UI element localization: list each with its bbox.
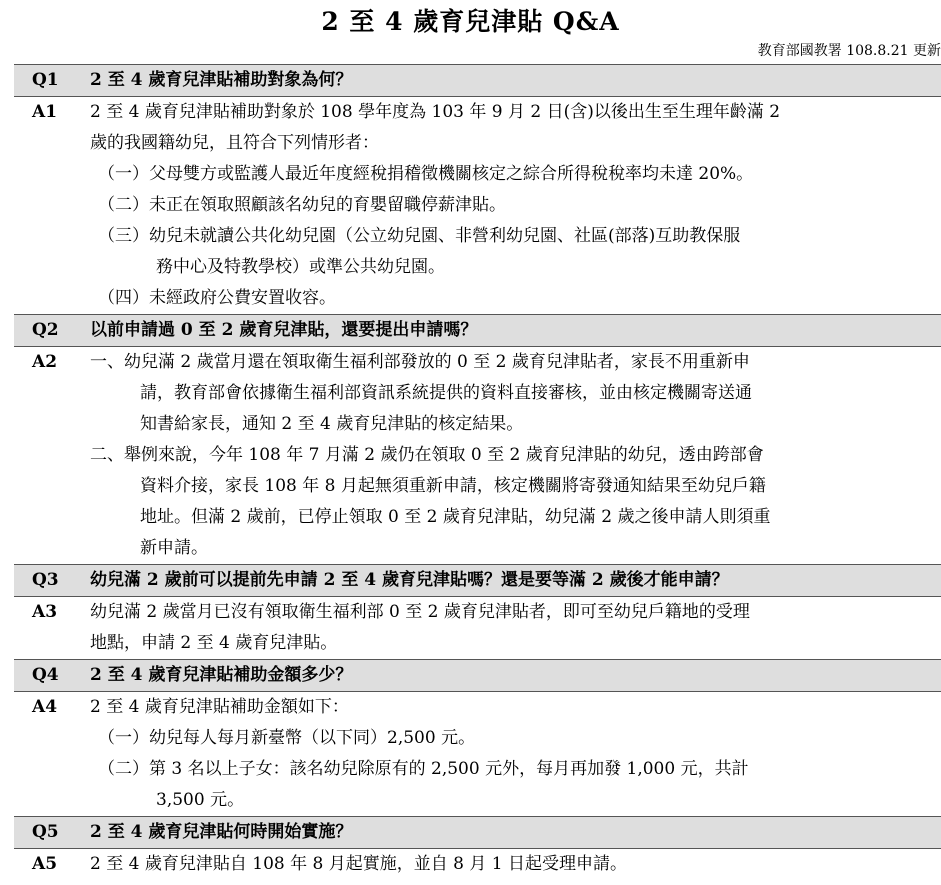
answer-line: （二）未正在領取照顧該名幼兒的育嬰留職停薪津貼。 — [98, 195, 506, 215]
answer-line: （一）父母雙方或監護人最近年度經稅捐稽徵機關核定之綜合所得稅稅率均未達 20%。 — [98, 164, 754, 184]
question-label: Q5 — [32, 822, 59, 842]
answer-line: （二）第 3 名以上子女：該名幼兒除原有的 2,500 元外，每月再加發 1,000 元，共計 — [98, 759, 749, 779]
qa-table — [14, 64, 941, 880]
question-row — [14, 64, 941, 97]
answer-line: 資料介接，家長 108 年 8 月起無須重新申請，核定機關將寄發通知結果至幼兒戶籍 — [140, 476, 766, 496]
answer-line: 2 至 4 歲育兒津貼自 108 年 8 月起實施，並自 8 月 1 日起受理申請。 — [90, 854, 627, 874]
answer-line: 一、幼兒滿 2 歲當月還在領取衛生福利部發放的 0 至 2 歲育兒津貼者，家長不用重新申 — [90, 352, 750, 372]
question-label: Q2 — [32, 320, 59, 340]
answer-label: A3 — [32, 602, 58, 622]
question-text: 2 至 4 歲育兒津貼補助金額多少？ — [90, 665, 353, 685]
question-row — [14, 314, 941, 347]
answer-body — [90, 849, 941, 880]
answer-row — [14, 597, 941, 659]
question-label: Q3 — [32, 570, 59, 590]
answer-line: 2 至 4 歲育兒津貼補助對象於 108 學年度為 103 年 9 月 2 日(含)以後出生至生理年齡滿 2 — [90, 102, 781, 122]
answer-line: 地點，申請 2 至 4 歲育兒津貼。 — [90, 633, 338, 653]
answer-line: 2 至 4 歲育兒津貼補助金額如下： — [90, 697, 349, 717]
answer-body — [90, 597, 941, 659]
answer-line: 3,500 元。 — [156, 790, 245, 810]
question-text: 2 至 4 歲育兒津貼何時開始實施？ — [90, 822, 353, 842]
source-note: 教育部國教署 108.8.21 更新 — [757, 43, 941, 59]
answer-line: 地址。但滿 2 歲前，已停止領取 0 至 2 歲育兒津貼，幼兒滿 2 歲之後申請人則須重 — [140, 507, 771, 527]
question-row — [14, 564, 941, 597]
answer-line: 新申請。 — [140, 538, 208, 558]
answer-body — [90, 692, 941, 816]
question-text: 以前申請過 0 至 2 歲育兒津貼，還要提出申請嗎？ — [90, 320, 478, 340]
answer-label: A4 — [32, 697, 58, 717]
answer-row — [14, 692, 941, 816]
question-text: 幼兒滿 2 歲前可以提前先申請 2 至 4 歲育兒津貼嗎？還是要等滿 2 歲後才能申請？ — [90, 570, 729, 590]
answer-line: 幼兒滿 2 歲當月已沒有領取衛生福利部 0 至 2 歲育兒津貼者，即可至幼兒戶籍地的受理 — [90, 602, 750, 622]
answer-line: 二、舉例來說，今年 108 年 7 月滿 2 歲仍在領取 0 至 2 歲育兒津貼的幼兒，透由跨部會 — [90, 445, 764, 465]
answer-body — [90, 347, 941, 564]
answer-row — [14, 97, 941, 314]
question-row — [14, 659, 941, 692]
answer-line: 請，教育部會依據衛生福利部資訊系統提供的資料直接審核，並由核定機關寄送通 — [140, 383, 752, 403]
answer-label: A1 — [32, 102, 58, 122]
answer-line: 歲的我國籍幼兒，且符合下列情形者： — [90, 133, 379, 153]
answer-label: A2 — [32, 352, 58, 372]
answer-row — [14, 347, 941, 564]
answer-label: A5 — [32, 854, 58, 874]
answer-line: （四）未經政府公費安置收容。 — [98, 288, 336, 308]
answer-body — [90, 97, 941, 314]
answer-line: 知書給家長，通知 2 至 4 歲育兒津貼的核定結果。 — [140, 414, 524, 434]
answer-line: 務中心及特教學校）或準公共幼兒園。 — [156, 257, 445, 277]
answer-row — [14, 849, 941, 880]
document-title: 2 至 4 歲育兒津貼 Q&A — [321, 7, 620, 36]
question-row — [14, 816, 941, 849]
answer-line: （三）幼兒未就讀公共化幼兒園（公立幼兒園、非營利幼兒園、社區(部落)互助教保服 — [98, 226, 741, 246]
question-label: Q4 — [32, 665, 59, 685]
question-label: Q1 — [32, 70, 59, 90]
question-text: 2 至 4 歲育兒津貼補助對象為何？ — [90, 70, 353, 90]
answer-line: （一）幼兒每人每月新臺幣（以下同）2,500 元。 — [98, 728, 476, 748]
